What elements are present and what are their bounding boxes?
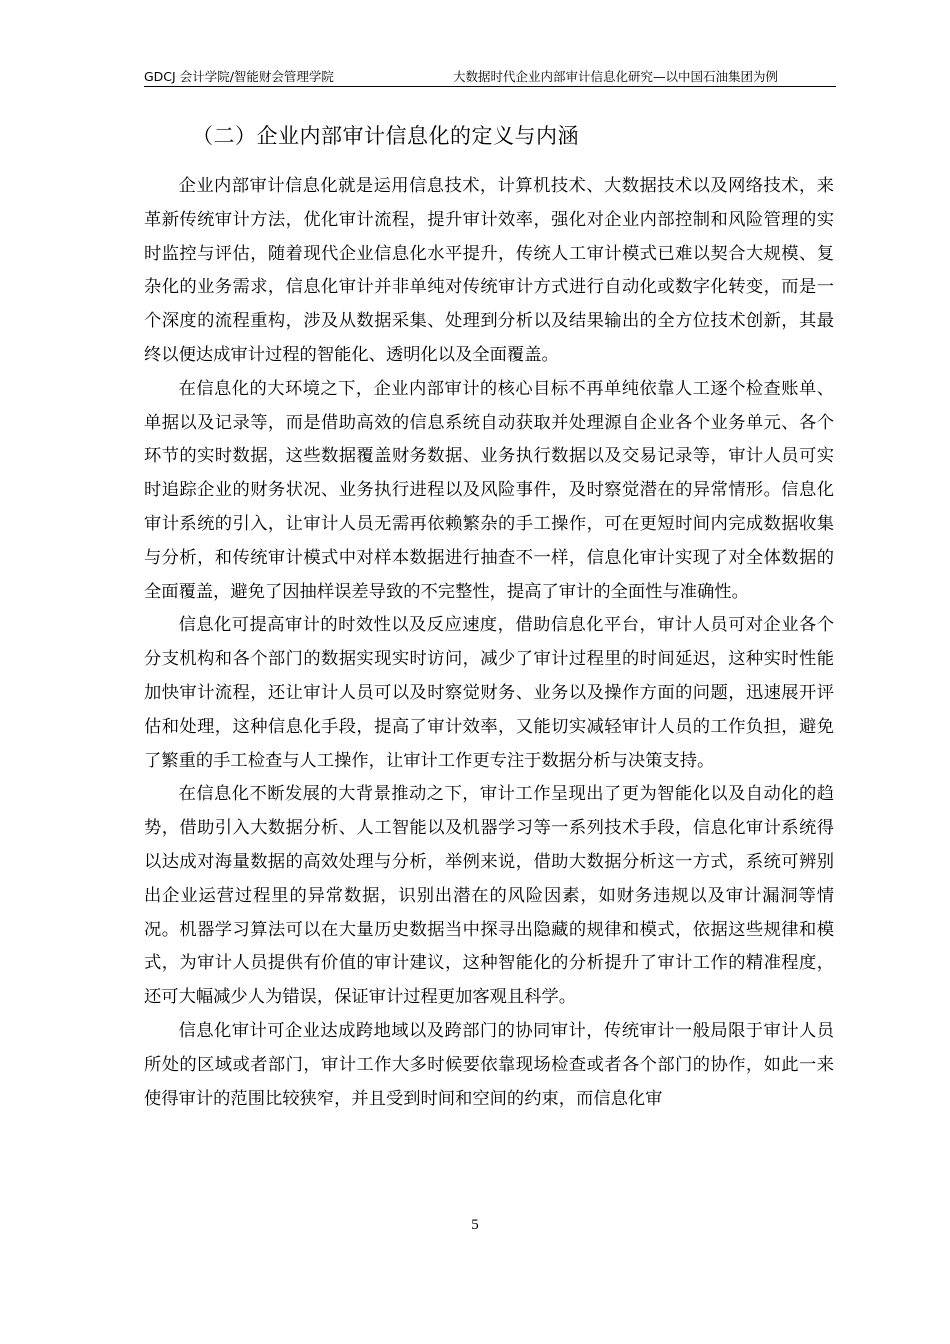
page-number: 5 bbox=[471, 1217, 479, 1233]
paragraph: 在信息化不断发展的大背景推动之下，审计工作呈现出了更为智能化以及自动化的趋势，借助引入大数据分析、人工智能以及机器学习等一系列技术手段，信息化审计系统得以达成对海量数据的高效处理与分析，举例来说，借助大数据分析这一方式，系统可辨别出企业运营过程里的异常数据，识别出潜在的风险因素，如财务违规以及审计漏洞等情况。机器学习算法可以在大量历史数据当中探寻出隐藏的规律和模式，依据这些规律和模式，为审计人员提供有价值的审计建议，这种智能化的分析提升了审计工作的精准程度，还可大幅减少人为错误，保证审计过程更加客观且科学。 bbox=[144, 784, 834, 1008]
section-heading: （二）企业内部审计信息化的定义与内涵 bbox=[192, 124, 579, 148]
paragraph: 信息化审计可企业达成跨地域以及跨部门的协同审计，传统审计一般局限于审计人员所处的区域或者部门，审计工作大多时候要依靠现场检查或者各个部门的协作，如此一来使得审计的范围比较狭窄，并且受到时间和空间的约束，而信息化审 bbox=[144, 1020, 834, 1109]
running-header bbox=[144, 66, 836, 87]
paragraph: 信息化可提高审计的时效性以及反应速度，借助信息化平台，审计人员可对企业各个分支机构和各个部门的数据实现实时访问，减少了审计过程里的时间延迟，这种实时性能加快审计流程，还让审计人员可以及时察觉财务、业务以及操作方面的问题，迅速展开评估和处理，这种信息化手段，提高了审计效率，又能切实减轻审计人员的工作负担，避免了繁重的手工检查与人工操作，让审计工作更专注于数据分析与决策支持。 bbox=[144, 615, 834, 771]
header-left-text: GDCJ 会计学院/智能财会管理学院 bbox=[144, 69, 334, 84]
paragraph: 企业内部审计信息化就是运用信息技术，计算机技术、大数据技术以及网络技术，来革新传统审计方法，优化审计流程，提升审计效率，强化对企业内部控制和风险管理的实时监控与评估，随着现代企业信息化水平提升，传统人工审计模式已难以契合大规模、复杂化的业务需求，信息化审计并非单纯对传统审计方式进行自动化或数字化转变，而是一个深度的流程重构，涉及从数据采集、处理到分析以及结果输出的全方位技术创新，其最终以便达成审计过程的智能化、透明化以及全面覆盖。 bbox=[144, 176, 834, 365]
body-text bbox=[144, 170, 834, 1116]
paragraph: 在信息化的大环境之下，企业内部审计的核心目标不再单纯依靠人工逐个检查账单、单据以及记录等，而是借助高效的信息系统自动获取并处理源自企业各个业务单元、各个环节的实时数据，这些数据覆盖财务数据、业务执行数据以及交易记录等，审计人员可实时追踪企业的财务状况、业务执行进程以及风险事件，及时察觉潜在的异常情形。信息化审计系统的引入，让审计人员无需再依赖繁杂的手工操作，可在更短时间内完成数据收集与分析，和传统审计模式中对样本数据进行抽查不一样，信息化审计实现了对全体数据的全面覆盖，避免了因抽样误差导致的不完整性，提高了审计的全面性与准确性。 bbox=[144, 378, 834, 602]
header-right-text: 大数据时代企业内部审计信息化研究—以中国石油集团为例 bbox=[452, 69, 778, 84]
